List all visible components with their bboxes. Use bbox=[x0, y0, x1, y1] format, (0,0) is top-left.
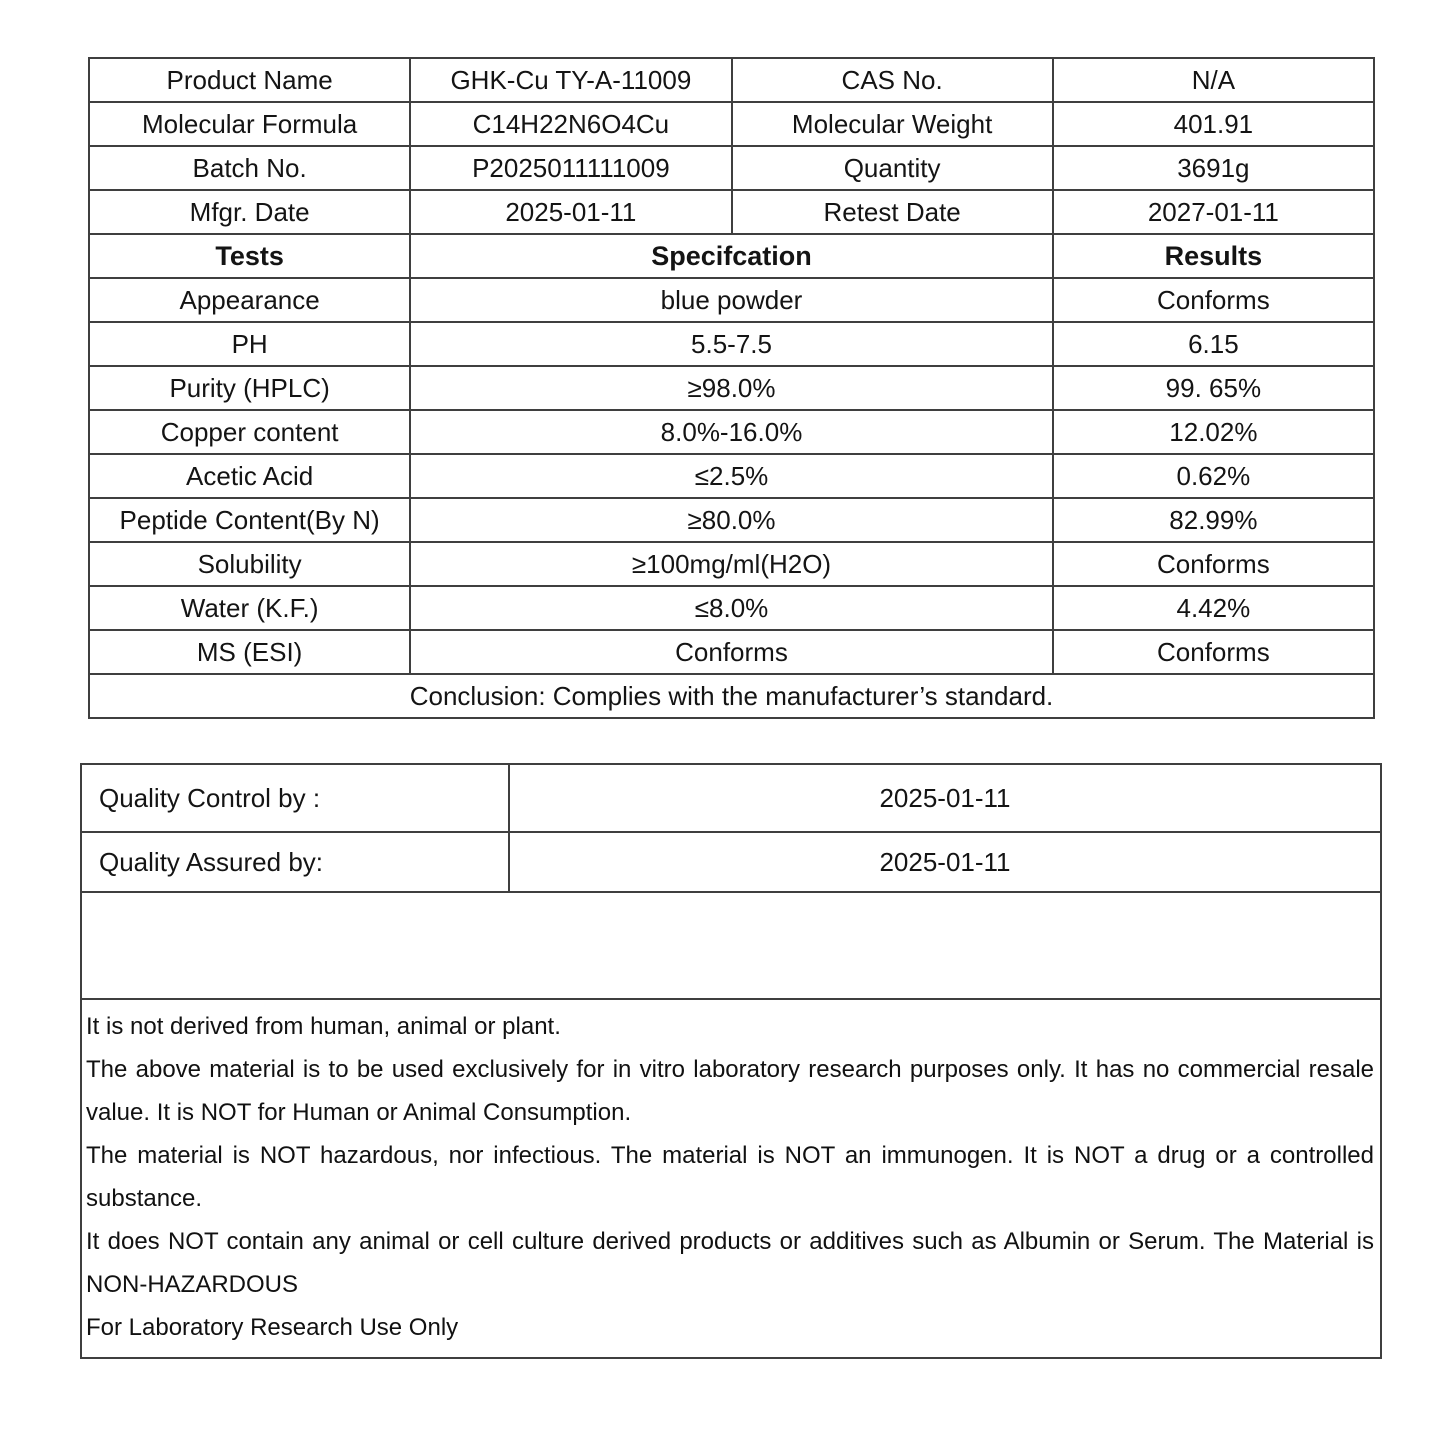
disclaimer-paragraph: For Laboratory Research Use Only bbox=[86, 1314, 459, 1341]
test-name-cell: Purity (HPLC) bbox=[89, 366, 410, 410]
info-label: Mfgr. Date bbox=[89, 190, 410, 234]
conclusion-cell: Conclusion: Complies with the manufacturer’s standard. bbox=[89, 674, 1374, 718]
tests-header-row bbox=[89, 234, 1374, 278]
info-label: Retest Date bbox=[732, 190, 1053, 234]
qc-table bbox=[80, 763, 1382, 1359]
qc-row bbox=[81, 764, 1381, 832]
coa-table bbox=[88, 57, 1375, 719]
test-name-cell: Water (K.F.) bbox=[89, 586, 410, 630]
qc-assured-date: 2025-01-11 bbox=[509, 832, 1381, 892]
info-label: Molecular Formula bbox=[89, 102, 410, 146]
conclusion-row bbox=[89, 674, 1374, 718]
info-label: Molecular Weight bbox=[732, 102, 1053, 146]
signature-row bbox=[81, 892, 1381, 999]
tests-header-tests: Tests bbox=[89, 234, 410, 278]
test-name-cell: Copper content bbox=[89, 410, 410, 454]
qc-control-date: 2025-01-11 bbox=[509, 764, 1381, 832]
test-spec-cell: 8.0%-16.0% bbox=[410, 410, 1053, 454]
test-spec-cell: blue powder bbox=[410, 278, 1053, 322]
info-label: Batch No. bbox=[89, 146, 410, 190]
test-result-cell: 0.62% bbox=[1053, 454, 1374, 498]
test-result-cell: Conforms bbox=[1053, 278, 1374, 322]
test-row bbox=[89, 630, 1374, 674]
test-row bbox=[89, 586, 1374, 630]
qc-control-label: Quality Control by : bbox=[81, 764, 509, 832]
test-row bbox=[89, 498, 1374, 542]
info-row bbox=[89, 190, 1374, 234]
test-result-cell: 82.99% bbox=[1053, 498, 1374, 542]
info-value: GHK-Cu TY-A-11009 bbox=[410, 58, 731, 102]
info-value: 401.91 bbox=[1053, 102, 1374, 146]
info-value: 3691g bbox=[1053, 146, 1374, 190]
test-row bbox=[89, 542, 1374, 586]
info-label: Quantity bbox=[732, 146, 1053, 190]
test-name-cell: Appearance bbox=[89, 278, 410, 322]
info-value: C14H22N6O4Cu bbox=[410, 102, 731, 146]
test-result-cell: 12.02% bbox=[1053, 410, 1374, 454]
empty-signature-cell bbox=[81, 892, 1381, 999]
test-row bbox=[89, 410, 1374, 454]
tests-header-specification: Specifcation bbox=[410, 234, 1053, 278]
test-name-cell: MS (ESI) bbox=[89, 630, 410, 674]
info-value: 2027-01-11 bbox=[1053, 190, 1374, 234]
disclaimer-paragraph: The material is NOT hazardous, nor infectious. The material is NOT an immunogen. It is NOT a drug or a controlled substance. bbox=[86, 1142, 1374, 1212]
test-spec-cell: ≤2.5% bbox=[410, 454, 1053, 498]
test-result-cell: Conforms bbox=[1053, 630, 1374, 674]
qc-assured-label: Quality Assured by: bbox=[81, 832, 509, 892]
test-spec-cell: ≥80.0% bbox=[410, 498, 1053, 542]
test-spec-cell: ≥100mg/ml(H2O) bbox=[410, 542, 1053, 586]
test-name-cell: Peptide Content(By N) bbox=[89, 498, 410, 542]
test-spec-cell: ≥98.0% bbox=[410, 366, 1053, 410]
qc-row bbox=[81, 832, 1381, 892]
test-result-cell: 99. 65% bbox=[1053, 366, 1374, 410]
info-row bbox=[89, 58, 1374, 102]
info-label: CAS No. bbox=[732, 58, 1053, 102]
info-row bbox=[89, 146, 1374, 190]
test-result-cell: 6.15 bbox=[1053, 322, 1374, 366]
disclaimer-cell bbox=[81, 999, 1381, 1358]
info-label: Product Name bbox=[89, 58, 410, 102]
disclaimer-paragraph: It does NOT contain any animal or cell culture derived products or additives such as Albumin or Serum. The Material is NON-HAZARDOUS bbox=[86, 1228, 1374, 1298]
disclaimer-paragraph: It is not derived from human, animal or plant. bbox=[86, 1013, 561, 1040]
info-value: N/A bbox=[1053, 58, 1374, 102]
test-row bbox=[89, 322, 1374, 366]
info-value: 2025-01-11 bbox=[410, 190, 731, 234]
test-result-cell: 4.42% bbox=[1053, 586, 1374, 630]
info-value: P2025011111009 bbox=[410, 146, 731, 190]
tests-header-results: Results bbox=[1053, 234, 1374, 278]
test-result-cell: Conforms bbox=[1053, 542, 1374, 586]
test-spec-cell: 5.5-7.5 bbox=[410, 322, 1053, 366]
test-name-cell: Acetic Acid bbox=[89, 454, 410, 498]
test-name-cell: Solubility bbox=[89, 542, 410, 586]
test-spec-cell: ≤8.0% bbox=[410, 586, 1053, 630]
disclaimer-paragraph: The above material is to be used exclusively for in vitro laboratory research purposes only. It has no commercial resale value. It is NOT for Human or Animal Consumption. bbox=[86, 1056, 1374, 1126]
info-row bbox=[89, 102, 1374, 146]
test-spec-cell: Conforms bbox=[410, 630, 1053, 674]
disclaimer-row bbox=[81, 999, 1381, 1358]
test-row bbox=[89, 454, 1374, 498]
test-row bbox=[89, 278, 1374, 322]
test-name-cell: PH bbox=[89, 322, 410, 366]
test-row bbox=[89, 366, 1374, 410]
